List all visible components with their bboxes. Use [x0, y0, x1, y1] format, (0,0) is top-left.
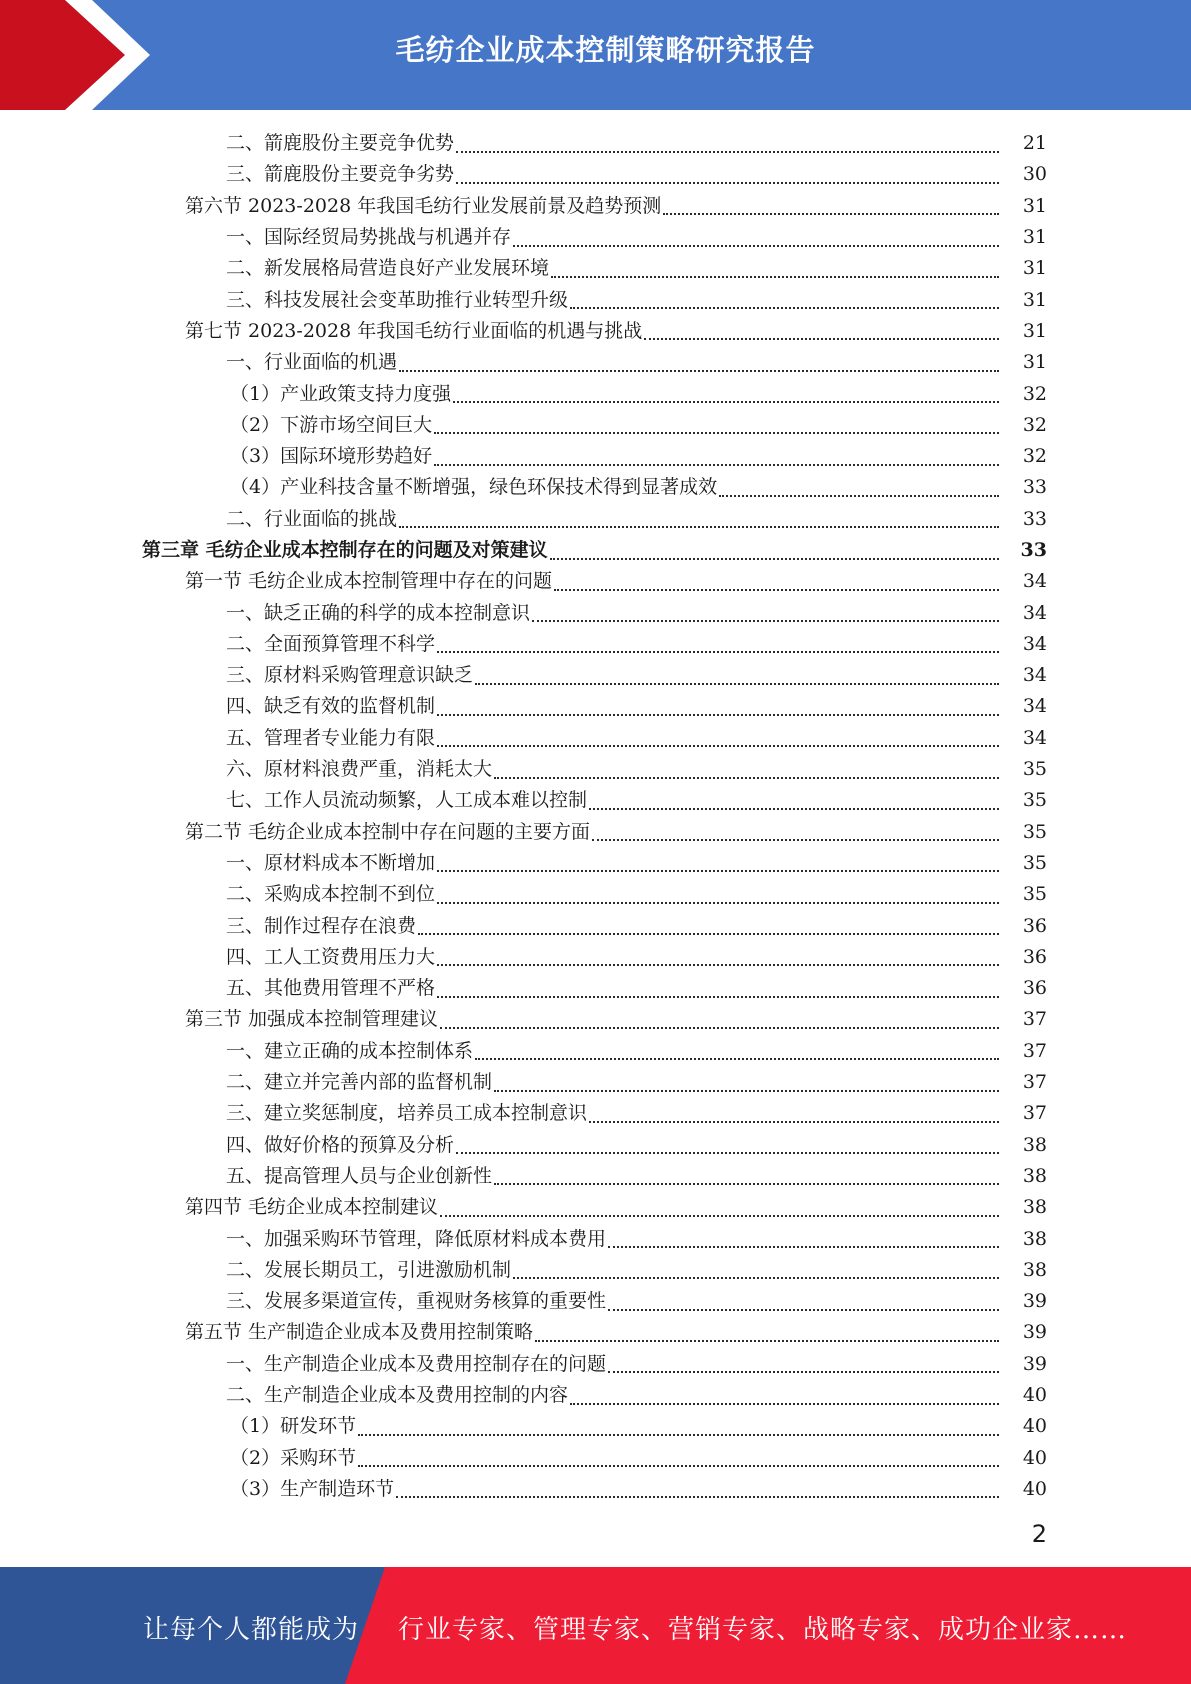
toc-entry-title: 一、缺乏正确的科学的成本控制意识	[226, 601, 531, 624]
toc-entry-page: 39	[1022, 1290, 1047, 1313]
toc-entry[interactable]	[0, 535, 1191, 566]
toc-entry-page: 37	[1022, 1008, 1047, 1031]
toc-entry[interactable]	[0, 1255, 1191, 1286]
toc-entry-page: 37	[1022, 1071, 1047, 1094]
toc-entry[interactable]	[0, 128, 1191, 159]
toc-entry-page: 38	[1022, 1258, 1047, 1281]
toc-entry-title: 二、生产制造企业成本及费用控制的内容	[226, 1384, 569, 1407]
toc-entry-page: 33	[1022, 507, 1047, 530]
toc-entry-title: 四、做好价格的预算及分析	[226, 1133, 455, 1156]
toc-entry-page: 35	[1022, 758, 1047, 781]
toc-entry[interactable]	[0, 191, 1191, 222]
toc-leader-dots	[453, 399, 999, 403]
toc-leader-dots	[434, 462, 999, 466]
toc-entry-title: 一、国际经贸局势挑战与机遇并存	[226, 226, 512, 249]
toc-entry-title: 二、全面预算管理不科学	[226, 632, 436, 655]
toc-entry[interactable]	[0, 848, 1191, 879]
toc-entry-title: 第七节 2023-2028 年我国毛纺行业面临的机遇与挑战	[185, 319, 643, 342]
toc-entry-title: （2）下游市场空间巨大	[230, 413, 433, 436]
toc-leader-dots	[570, 305, 999, 309]
toc-entry-page: 40	[1022, 1415, 1047, 1438]
toc-entry-title: 三、科技发展社会变革助推行业转型升级	[226, 288, 569, 311]
toc-entry-page: 32	[1022, 413, 1047, 436]
toc-leader-dots	[437, 994, 999, 998]
toc-entry[interactable]	[0, 1223, 1191, 1254]
toc-entry-title: 一、加强采购环节管理，降低原材料成本费用	[226, 1227, 607, 1250]
toc-leader-dots	[475, 1056, 999, 1060]
toc-entry-page: 37	[1022, 1039, 1047, 1062]
toc-leader-dots	[456, 180, 999, 184]
toc-entry-page: 36	[1022, 977, 1047, 1000]
toc-entry-page: 35	[1022, 820, 1047, 843]
toc-entry-page: 31	[1022, 194, 1047, 217]
toc-entry-page: 34	[1022, 632, 1047, 655]
toc-entry-page: 35	[1022, 789, 1047, 812]
toc-leader-dots	[513, 243, 999, 247]
toc-entry-page: 40	[1022, 1477, 1047, 1500]
toc-entry-title: 第二节 毛纺企业成本控制中存在问题的主要方面	[185, 820, 591, 843]
toc-entry[interactable]	[0, 910, 1191, 941]
toc-leader-dots	[358, 1432, 999, 1436]
toc-entry-page: 36	[1022, 914, 1047, 937]
toc-leader-dots	[437, 962, 999, 966]
toc-leader-dots	[434, 430, 999, 434]
toc-leader-dots	[418, 931, 999, 935]
toc-leader-dots	[551, 274, 999, 278]
toc-entry[interactable]	[0, 660, 1191, 691]
toc-entry[interactable]	[0, 1286, 1191, 1317]
toc-entry-title: 二、新发展格局营造良好产业发展环境	[226, 257, 550, 280]
toc-entry[interactable]	[0, 1474, 1191, 1505]
toc-leader-dots	[440, 1213, 999, 1217]
toc-entry-page: 32	[1022, 382, 1047, 405]
toc-leader-dots	[437, 868, 999, 872]
toc-entry[interactable]	[0, 817, 1191, 848]
toc-entry-title: 二、箭鹿股份主要竞争优势	[226, 132, 455, 155]
toc-entry[interactable]	[0, 1411, 1191, 1442]
toc-leader-dots	[570, 1401, 999, 1405]
toc-entry-title: （1）研发环节	[230, 1415, 357, 1438]
toc-entry-title: 第四节 毛纺企业成本控制建议	[185, 1196, 439, 1219]
toc-entry[interactable]	[0, 316, 1191, 347]
toc-entry[interactable]	[0, 597, 1191, 628]
toc-leader-dots	[437, 712, 999, 716]
toc-entry[interactable]	[0, 1004, 1191, 1035]
toc-entry-title: 第五节 生产制造企业成本及费用控制策略	[185, 1321, 534, 1344]
toc-entry[interactable]	[0, 347, 1191, 378]
toc-entry-title: （4）产业科技含量不断增强，绿色环保技术得到显著成效	[230, 476, 718, 499]
toc-leader-dots	[399, 524, 999, 528]
toc-entry-title: 三、发展多渠道宣传，重视财务核算的重要性	[226, 1290, 607, 1313]
toc-leader-dots	[494, 1181, 999, 1185]
toc-entry-page: 38	[1022, 1227, 1047, 1250]
toc-entry-title: （2）采购环节	[230, 1446, 357, 1469]
toc-entry[interactable]	[0, 1067, 1191, 1098]
toc-leader-dots	[396, 1494, 999, 1498]
toc-leader-dots	[358, 1463, 999, 1467]
toc-leader-dots	[437, 743, 999, 747]
toc-entry[interactable]	[0, 785, 1191, 816]
toc-entry-title: 二、建立并完善内部的监督机制	[226, 1071, 493, 1094]
page-footer	[0, 1567, 1191, 1684]
toc-entry-title: 一、建立正确的成本控制体系	[226, 1039, 474, 1062]
toc-leader-dots	[719, 493, 999, 497]
toc-leader-dots	[456, 149, 999, 153]
toc-leader-dots	[437, 649, 999, 653]
toc-entry-page: 31	[1022, 319, 1047, 342]
toc-entry[interactable]	[0, 879, 1191, 910]
toc-entry[interactable]	[0, 441, 1191, 472]
toc-leader-dots	[456, 1150, 999, 1154]
toc-entry-page: 34	[1022, 695, 1047, 718]
toc-entry[interactable]	[0, 1317, 1191, 1348]
toc-entry-title: 五、其他费用管理不严格	[226, 977, 436, 1000]
toc-entry-page: 31	[1022, 288, 1047, 311]
toc-entry[interactable]	[0, 1161, 1191, 1192]
toc-entry-page: 30	[1022, 163, 1047, 186]
toc-entry[interactable]	[0, 1349, 1191, 1380]
toc-leader-dots	[475, 681, 999, 685]
toc-entry-title: 二、行业面临的挑战	[226, 507, 398, 530]
toc-entry[interactable]	[0, 1380, 1191, 1411]
toc-entry[interactable]	[0, 410, 1191, 441]
toc-entry-title: 七、工作人员流动频繁，人工成本难以控制	[226, 789, 588, 812]
toc-entry[interactable]	[0, 378, 1191, 409]
toc-entry-title: 二、发展长期员工，引进激励机制	[226, 1258, 512, 1281]
toc-entry[interactable]	[0, 629, 1191, 660]
report-title: 毛纺企业成本控制策略研究报告	[395, 33, 816, 67]
toc-entry-title: 五、提高管理人员与企业创新性	[226, 1164, 493, 1187]
toc-entry-page: 33	[1020, 539, 1047, 561]
toc-entry-title: （1）产业政策支持力度强	[230, 382, 452, 405]
toc-entry-title: 一、生产制造企业成本及费用控制存在的问题	[226, 1352, 607, 1375]
toc-entry[interactable]	[0, 973, 1191, 1004]
toc-leader-dots	[399, 368, 999, 372]
toc-entry-page: 40	[1022, 1446, 1047, 1469]
toc-leader-dots	[608, 1307, 999, 1311]
toc-entry-title: 三、原材料采购管理意识缺乏	[226, 664, 474, 687]
toc-entry-title: 二、采购成本控制不到位	[226, 883, 436, 906]
toc-entry-page: 35	[1022, 883, 1047, 906]
toc-leader-dots	[554, 587, 999, 591]
toc-entry-title: 三、制作过程存在浪费	[226, 914, 417, 937]
toc-leader-dots	[437, 900, 999, 904]
toc-leader-dots	[608, 1244, 999, 1248]
toc-entry-page: 31	[1022, 257, 1047, 280]
toc-entry-title: 四、缺乏有效的监督机制	[226, 695, 436, 718]
toc-entry-title: 第三节 加强成本控制管理建议	[185, 1008, 439, 1031]
toc-entry-page: 38	[1022, 1133, 1047, 1156]
toc-entry-title: 四、工人工资费用压力大	[226, 945, 436, 968]
toc-entry[interactable]	[0, 691, 1191, 722]
table-of-contents	[0, 128, 1191, 1505]
toc-entry[interactable]	[0, 1036, 1191, 1067]
toc-leader-dots	[663, 211, 999, 215]
toc-leader-dots	[535, 1338, 999, 1342]
toc-entry-title: 三、建立奖惩制度，培养员工成本控制意识	[226, 1102, 588, 1125]
toc-leader-dots	[532, 618, 999, 622]
toc-entry-page: 34	[1022, 664, 1047, 687]
page-header	[0, 0, 1191, 110]
toc-entry-title: 一、原材料成本不断增加	[226, 851, 436, 874]
toc-entry[interactable]	[0, 754, 1191, 785]
toc-entry-title: （3）国际环境形势趋好	[230, 445, 433, 468]
toc-leader-dots	[589, 1119, 999, 1123]
toc-entry-title: 第三章 毛纺企业成本控制存在的问题及对策建议	[142, 539, 548, 561]
toc-entry-page: 38	[1022, 1196, 1047, 1219]
toc-entry-page: 33	[1022, 476, 1047, 499]
toc-entry-page: 21	[1022, 132, 1047, 155]
toc-entry-page: 40	[1022, 1384, 1047, 1407]
toc-entry-page: 31	[1022, 351, 1047, 374]
toc-entry-page: 31	[1022, 226, 1047, 249]
toc-entry-title: 三、箭鹿股份主要竞争劣势	[226, 163, 455, 186]
toc-entry[interactable]	[0, 1098, 1191, 1129]
toc-entry[interactable]	[0, 723, 1191, 754]
toc-entry[interactable]	[0, 284, 1191, 315]
footer-slogan-left: 让每个人都能成为	[143, 1615, 360, 1645]
toc-entry[interactable]	[0, 159, 1191, 190]
toc-entry-page: 37	[1022, 1102, 1047, 1125]
toc-entry[interactable]	[0, 942, 1191, 973]
toc-entry-title: 五、管理者专业能力有限	[226, 726, 436, 749]
toc-entry[interactable]	[0, 253, 1191, 284]
toc-entry[interactable]	[0, 1130, 1191, 1161]
toc-entry-page: 38	[1022, 1164, 1047, 1187]
toc-leader-dots	[513, 1275, 999, 1279]
toc-entry-title: 第六节 2023-2028 年我国毛纺行业发展前景及趋势预测	[185, 194, 662, 217]
toc-entry-title: 一、行业面临的机遇	[226, 351, 398, 374]
toc-entry-page: 34	[1022, 601, 1047, 624]
toc-entry-page: 35	[1022, 851, 1047, 874]
footer-slogan-right: 行业专家、管理专家、营销专家、战略专家、成功企业家……	[398, 1615, 1128, 1645]
toc-leader-dots	[644, 336, 999, 340]
toc-entry[interactable]	[0, 1442, 1191, 1473]
toc-entry-title: 六、原材料浪费严重，消耗太大	[226, 758, 493, 781]
toc-entry-page: 39	[1022, 1352, 1047, 1375]
toc-entry[interactable]	[0, 566, 1191, 597]
toc-entry[interactable]	[0, 504, 1191, 535]
toc-entry-page: 36	[1022, 945, 1047, 968]
toc-leader-dots	[589, 806, 999, 810]
toc-entry[interactable]	[0, 1192, 1191, 1223]
toc-leader-dots	[494, 775, 999, 779]
toc-leader-dots	[608, 1369, 999, 1373]
toc-entry-page: 39	[1022, 1321, 1047, 1344]
page-number: 2	[1031, 1520, 1047, 1548]
toc-entry-page: 34	[1022, 570, 1047, 593]
toc-entry[interactable]	[0, 222, 1191, 253]
toc-entry-page: 34	[1022, 726, 1047, 749]
toc-leader-dots	[440, 1025, 999, 1029]
toc-leader-dots	[494, 1088, 999, 1092]
toc-entry[interactable]	[0, 472, 1191, 503]
toc-entry-page: 32	[1022, 445, 1047, 468]
toc-leader-dots	[550, 556, 999, 560]
toc-entry-title: 第一节 毛纺企业成本控制管理中存在的问题	[185, 570, 553, 593]
toc-leader-dots	[592, 837, 999, 841]
toc-entry-title: （3）生产制造环节	[230, 1477, 395, 1500]
